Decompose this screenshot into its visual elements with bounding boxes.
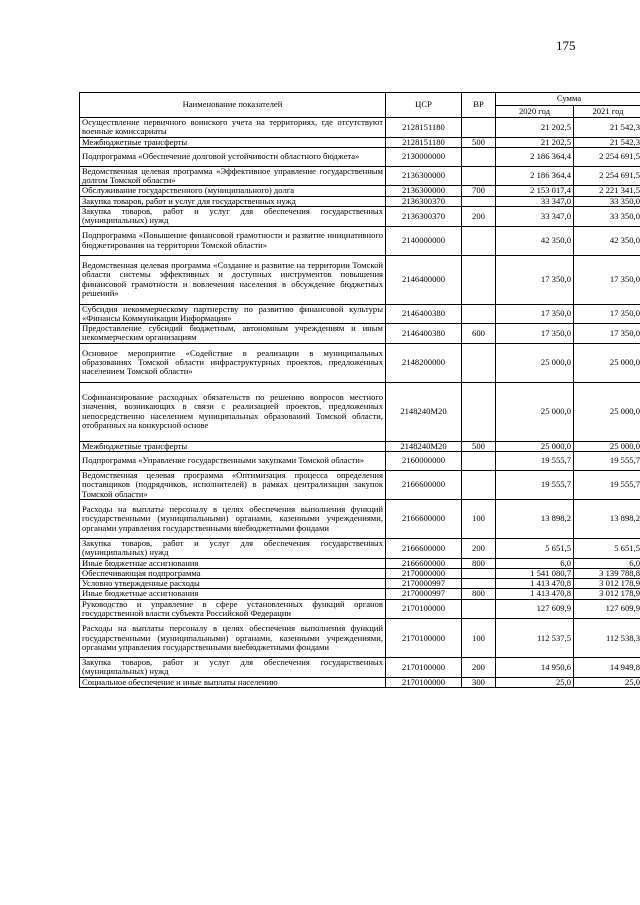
row-amount-2020: 17 350,0 — [496, 304, 574, 324]
row-amount-2021: 3 139 788,8 — [574, 568, 640, 578]
row-vr: 800 — [462, 558, 496, 568]
row-amount-2020: 33 347,0 — [496, 206, 574, 226]
table-row — [80, 470, 640, 499]
row-code: 2146400380 — [386, 304, 462, 324]
table-row — [80, 196, 640, 206]
table-row — [80, 147, 640, 166]
row-vr: 800 — [462, 589, 496, 599]
row-code: 2166600000 — [386, 470, 462, 499]
table-row — [80, 186, 640, 196]
row-name: Осуществление первичного воинского учета на территориях, где отсутствуют военные комиссариаты — [80, 118, 386, 138]
table-row — [80, 118, 640, 138]
row-amount-2021: 21 542,3 — [574, 118, 640, 138]
row-name: Подпрограмма «Управление государственными закупками Томской области» — [80, 451, 386, 470]
row-amount-2021: 2 254 691,5 — [574, 147, 640, 166]
row-amount-2020: 25 000,0 — [496, 441, 574, 451]
table-row — [80, 658, 640, 678]
row-amount-2021: 25 000,0 — [574, 343, 640, 382]
row-name: Обеспечивающая подпрограмма — [80, 568, 386, 578]
row-vr — [462, 255, 496, 304]
row-name: Софинансирование расходных обязательств по решению вопросов местного значения, возникающих в связи с реализацией проектов, предложенных непосредственно населением муниципальных образований Томской области, отобранных на конкурсной основе — [80, 382, 386, 441]
row-amount-2020: 33 347,0 — [496, 196, 574, 206]
row-amount-2021: 19 555,7 — [574, 451, 640, 470]
row-code: 2166600000 — [386, 558, 462, 568]
row-code: 2128151180 — [386, 137, 462, 147]
row-amount-2021: 17 350,0 — [574, 255, 640, 304]
row-name: Подпрограмма «Обеспечение долговой устойчивости областного бюджета» — [80, 147, 386, 166]
row-code: 2148240M20 — [386, 382, 462, 441]
row-amount-2021: 33 350,0 — [574, 206, 640, 226]
row-name: Руководство и управление в сфере установленных функций органов государственной власти субъекта Российской Федерации — [80, 599, 386, 619]
row-code: 2166600000 — [386, 538, 462, 558]
row-vr: 200 — [462, 538, 496, 558]
row-amount-2021: 2 254 691,5 — [574, 166, 640, 186]
table-row — [80, 568, 640, 578]
row-code: 2170000000 — [386, 568, 462, 578]
row-name: Расходы на выплаты персоналу в целях обеспечения выполнения функций государственными (муниципальными) органами, казенными учреждениями, органами управления государственными внебюджетными фондами — [80, 499, 386, 538]
row-name: Закупка товаров, работ и услуг для обеспечения государственных (муниципальных) нужд — [80, 538, 386, 558]
row-vr: 100 — [462, 619, 496, 658]
row-name: Закупка товаров, работ и услуг для государственных нужд — [80, 196, 386, 206]
row-vr — [462, 568, 496, 578]
row-code: 2136300000 — [386, 166, 462, 186]
row-vr: 500 — [462, 441, 496, 451]
table-row — [80, 137, 640, 147]
row-amount-2020: 42 350,0 — [496, 226, 574, 255]
row-code: 2148240M20 — [386, 441, 462, 451]
row-name: Закупка товаров, работ и услуг для обеспечения государственных (муниципальных) нужд — [80, 206, 386, 226]
row-code: 2146400380 — [386, 324, 462, 344]
row-name: Иные бюджетные ассигнования — [80, 589, 386, 599]
row-name: Условно утвержденные расходы — [80, 579, 386, 589]
row-vr — [462, 470, 496, 499]
row-amount-2020: 19 555,7 — [496, 470, 574, 499]
row-code: 2170100000 — [386, 658, 462, 678]
table-row — [80, 499, 640, 538]
row-amount-2021: 17 350,0 — [574, 304, 640, 324]
row-amount-2021: 25 000,0 — [574, 441, 640, 451]
table-row — [80, 382, 640, 441]
table-row — [80, 619, 640, 658]
row-name: Ведомственная целевая программа «Создание и развитие на территории Томской области системы эффективных и доступных инструментов повышения финансовой грамотности и вовлечения населения в обсуждение бюджетных решений» — [80, 255, 386, 304]
row-amount-2020: 14 950,6 — [496, 658, 574, 678]
row-amount-2020: 17 350,0 — [496, 324, 574, 344]
row-vr — [462, 304, 496, 324]
row-code: 2140000000 — [386, 226, 462, 255]
budget-table — [79, 92, 640, 688]
row-vr — [462, 599, 496, 619]
table-row — [80, 441, 640, 451]
table-row — [80, 255, 640, 304]
row-amount-2020: 5 651,5 — [496, 538, 574, 558]
row-vr — [462, 343, 496, 382]
row-name: Обслуживание государственного (муниципального) долга — [80, 186, 386, 196]
row-vr — [462, 226, 496, 255]
table-row — [80, 324, 640, 344]
row-code: 2170000997 — [386, 579, 462, 589]
row-vr — [462, 579, 496, 589]
row-amount-2020: 112 537,5 — [496, 619, 574, 658]
table-row — [80, 599, 640, 619]
row-name: Предоставление субсидий бюджетным, автономным учреждениям и иным некоммерческим организациям — [80, 324, 386, 344]
header-csr: ЦСР — [386, 93, 462, 118]
table-row — [80, 451, 640, 470]
header-sum: Сумма — [496, 93, 640, 106]
row-amount-2021: 25,0 — [574, 677, 640, 687]
row-amount-2020: 25,0 — [496, 677, 574, 687]
row-vr: 700 — [462, 186, 496, 196]
row-code: 2130000000 — [386, 147, 462, 166]
page-number: 175 — [556, 38, 576, 53]
row-amount-2021: 127 609,9 — [574, 599, 640, 619]
row-code: 2160000000 — [386, 451, 462, 470]
row-amount-2020: 13 898,2 — [496, 499, 574, 538]
row-name: Межбюджетные трансферты — [80, 441, 386, 451]
table-row — [80, 226, 640, 255]
row-amount-2021: 13 898,2 — [574, 499, 640, 538]
row-name: Иные бюджетные ассигнования — [80, 558, 386, 568]
row-name: Межбюджетные трансферты — [80, 137, 386, 147]
row-amount-2021: 112 538,3 — [574, 619, 640, 658]
row-amount-2020: 2 186 364,4 — [496, 147, 574, 166]
row-vr — [462, 196, 496, 206]
row-vr: 200 — [462, 658, 496, 678]
row-name: Закупка товаров, работ и услуг для обеспечения государственных (муниципальных) нужд — [80, 658, 386, 678]
row-vr: 100 — [462, 499, 496, 538]
row-name: Субсидия некоммерческому партнерству по развитию финансовой культуры «Финансы Коммуникации Информация» — [80, 304, 386, 324]
table-body — [80, 118, 640, 688]
table-row — [80, 589, 640, 599]
row-amount-2020: 1 413 470,8 — [496, 579, 574, 589]
row-name: Ведомственная целевая программа «Эффективное управление государственным долгом Томской области» — [80, 166, 386, 186]
row-vr — [462, 382, 496, 441]
row-code: 2170100000 — [386, 599, 462, 619]
row-name: Социальное обеспечение и иные выплаты населению — [80, 677, 386, 687]
header-year-2020: 2020 год — [496, 106, 574, 118]
row-code: 2170100000 — [386, 677, 462, 687]
row-amount-2020: 1 413 470,8 — [496, 589, 574, 599]
row-amount-2021: 14 949,8 — [574, 658, 640, 678]
row-amount-2021: 2 221 341,5 — [574, 186, 640, 196]
row-code: 2128151180 — [386, 118, 462, 138]
row-amount-2021: 3 012 178,9 — [574, 589, 640, 599]
table-row — [80, 558, 640, 568]
row-amount-2021: 6,0 — [574, 558, 640, 568]
row-code: 2166600000 — [386, 499, 462, 538]
row-amount-2021: 5 651,5 — [574, 538, 640, 558]
table-row — [80, 166, 640, 186]
row-amount-2020: 21 202,5 — [496, 137, 574, 147]
table-row — [80, 206, 640, 226]
row-amount-2021: 42 350,0 — [574, 226, 640, 255]
row-code: 2148200000 — [386, 343, 462, 382]
row-amount-2021: 25 000,0 — [574, 382, 640, 441]
row-name: Подпрограмма «Повышение финансовой грамотности и развитие инициативного бюджетирования на территории Томской области» — [80, 226, 386, 255]
row-code: 2146400000 — [386, 255, 462, 304]
row-code: 2136300370 — [386, 206, 462, 226]
row-amount-2020: 21 202,5 — [496, 118, 574, 138]
row-amount-2021: 3 012 178,9 — [574, 579, 640, 589]
row-name: Ведомственная целевая программа «Оптимизация процесса определения поставщиков (подрядчиков, исполнителей) в рамках централизации закупок Томской области» — [80, 470, 386, 499]
row-amount-2020: 127 609,9 — [496, 599, 574, 619]
row-amount-2021: 19 555,7 — [574, 470, 640, 499]
table-row — [80, 343, 640, 382]
row-vr: 500 — [462, 137, 496, 147]
row-amount-2021: 17 350,0 — [574, 324, 640, 344]
header-vr: ВР — [462, 93, 496, 118]
table-row — [80, 304, 640, 324]
row-amount-2021: 21 542,3 — [574, 137, 640, 147]
row-amount-2020: 1 541 080,7 — [496, 568, 574, 578]
header-year-2021: 2021 год — [574, 106, 640, 118]
row-amount-2020: 19 555,7 — [496, 451, 574, 470]
header-name: Наименование показателей — [80, 93, 386, 118]
row-amount-2020: 17 350,0 — [496, 255, 574, 304]
row-vr: 300 — [462, 677, 496, 687]
row-vr: 200 — [462, 206, 496, 226]
row-vr — [462, 451, 496, 470]
row-vr: 600 — [462, 324, 496, 344]
table-row — [80, 538, 640, 558]
row-code: 2136300370 — [386, 196, 462, 206]
row-name: Расходы на выплаты персоналу в целях обеспечения выполнения функций государственными (муниципальными) органами, казенными учреждениями, органами управления государственными внебюджетными фондами — [80, 619, 386, 658]
table-row — [80, 579, 640, 589]
row-amount-2020: 6,0 — [496, 558, 574, 568]
row-amount-2020: 25 000,0 — [496, 382, 574, 441]
row-vr — [462, 118, 496, 138]
row-code: 2136300000 — [386, 186, 462, 196]
row-amount-2020: 25 000,0 — [496, 343, 574, 382]
row-amount-2020: 2 186 364,4 — [496, 166, 574, 186]
row-amount-2021: 33 350,0 — [574, 196, 640, 206]
row-vr — [462, 147, 496, 166]
row-code: 2170000997 — [386, 589, 462, 599]
row-name: Основное мероприятие «Содействие в реализации в муниципальных образованиях Томской области инфраструктурных проектов, предложенных населением Томской области» — [80, 343, 386, 382]
row-amount-2020: 2 153 017,4 — [496, 186, 574, 196]
row-vr — [462, 166, 496, 186]
row-code: 2170100000 — [386, 619, 462, 658]
table-row — [80, 677, 640, 687]
